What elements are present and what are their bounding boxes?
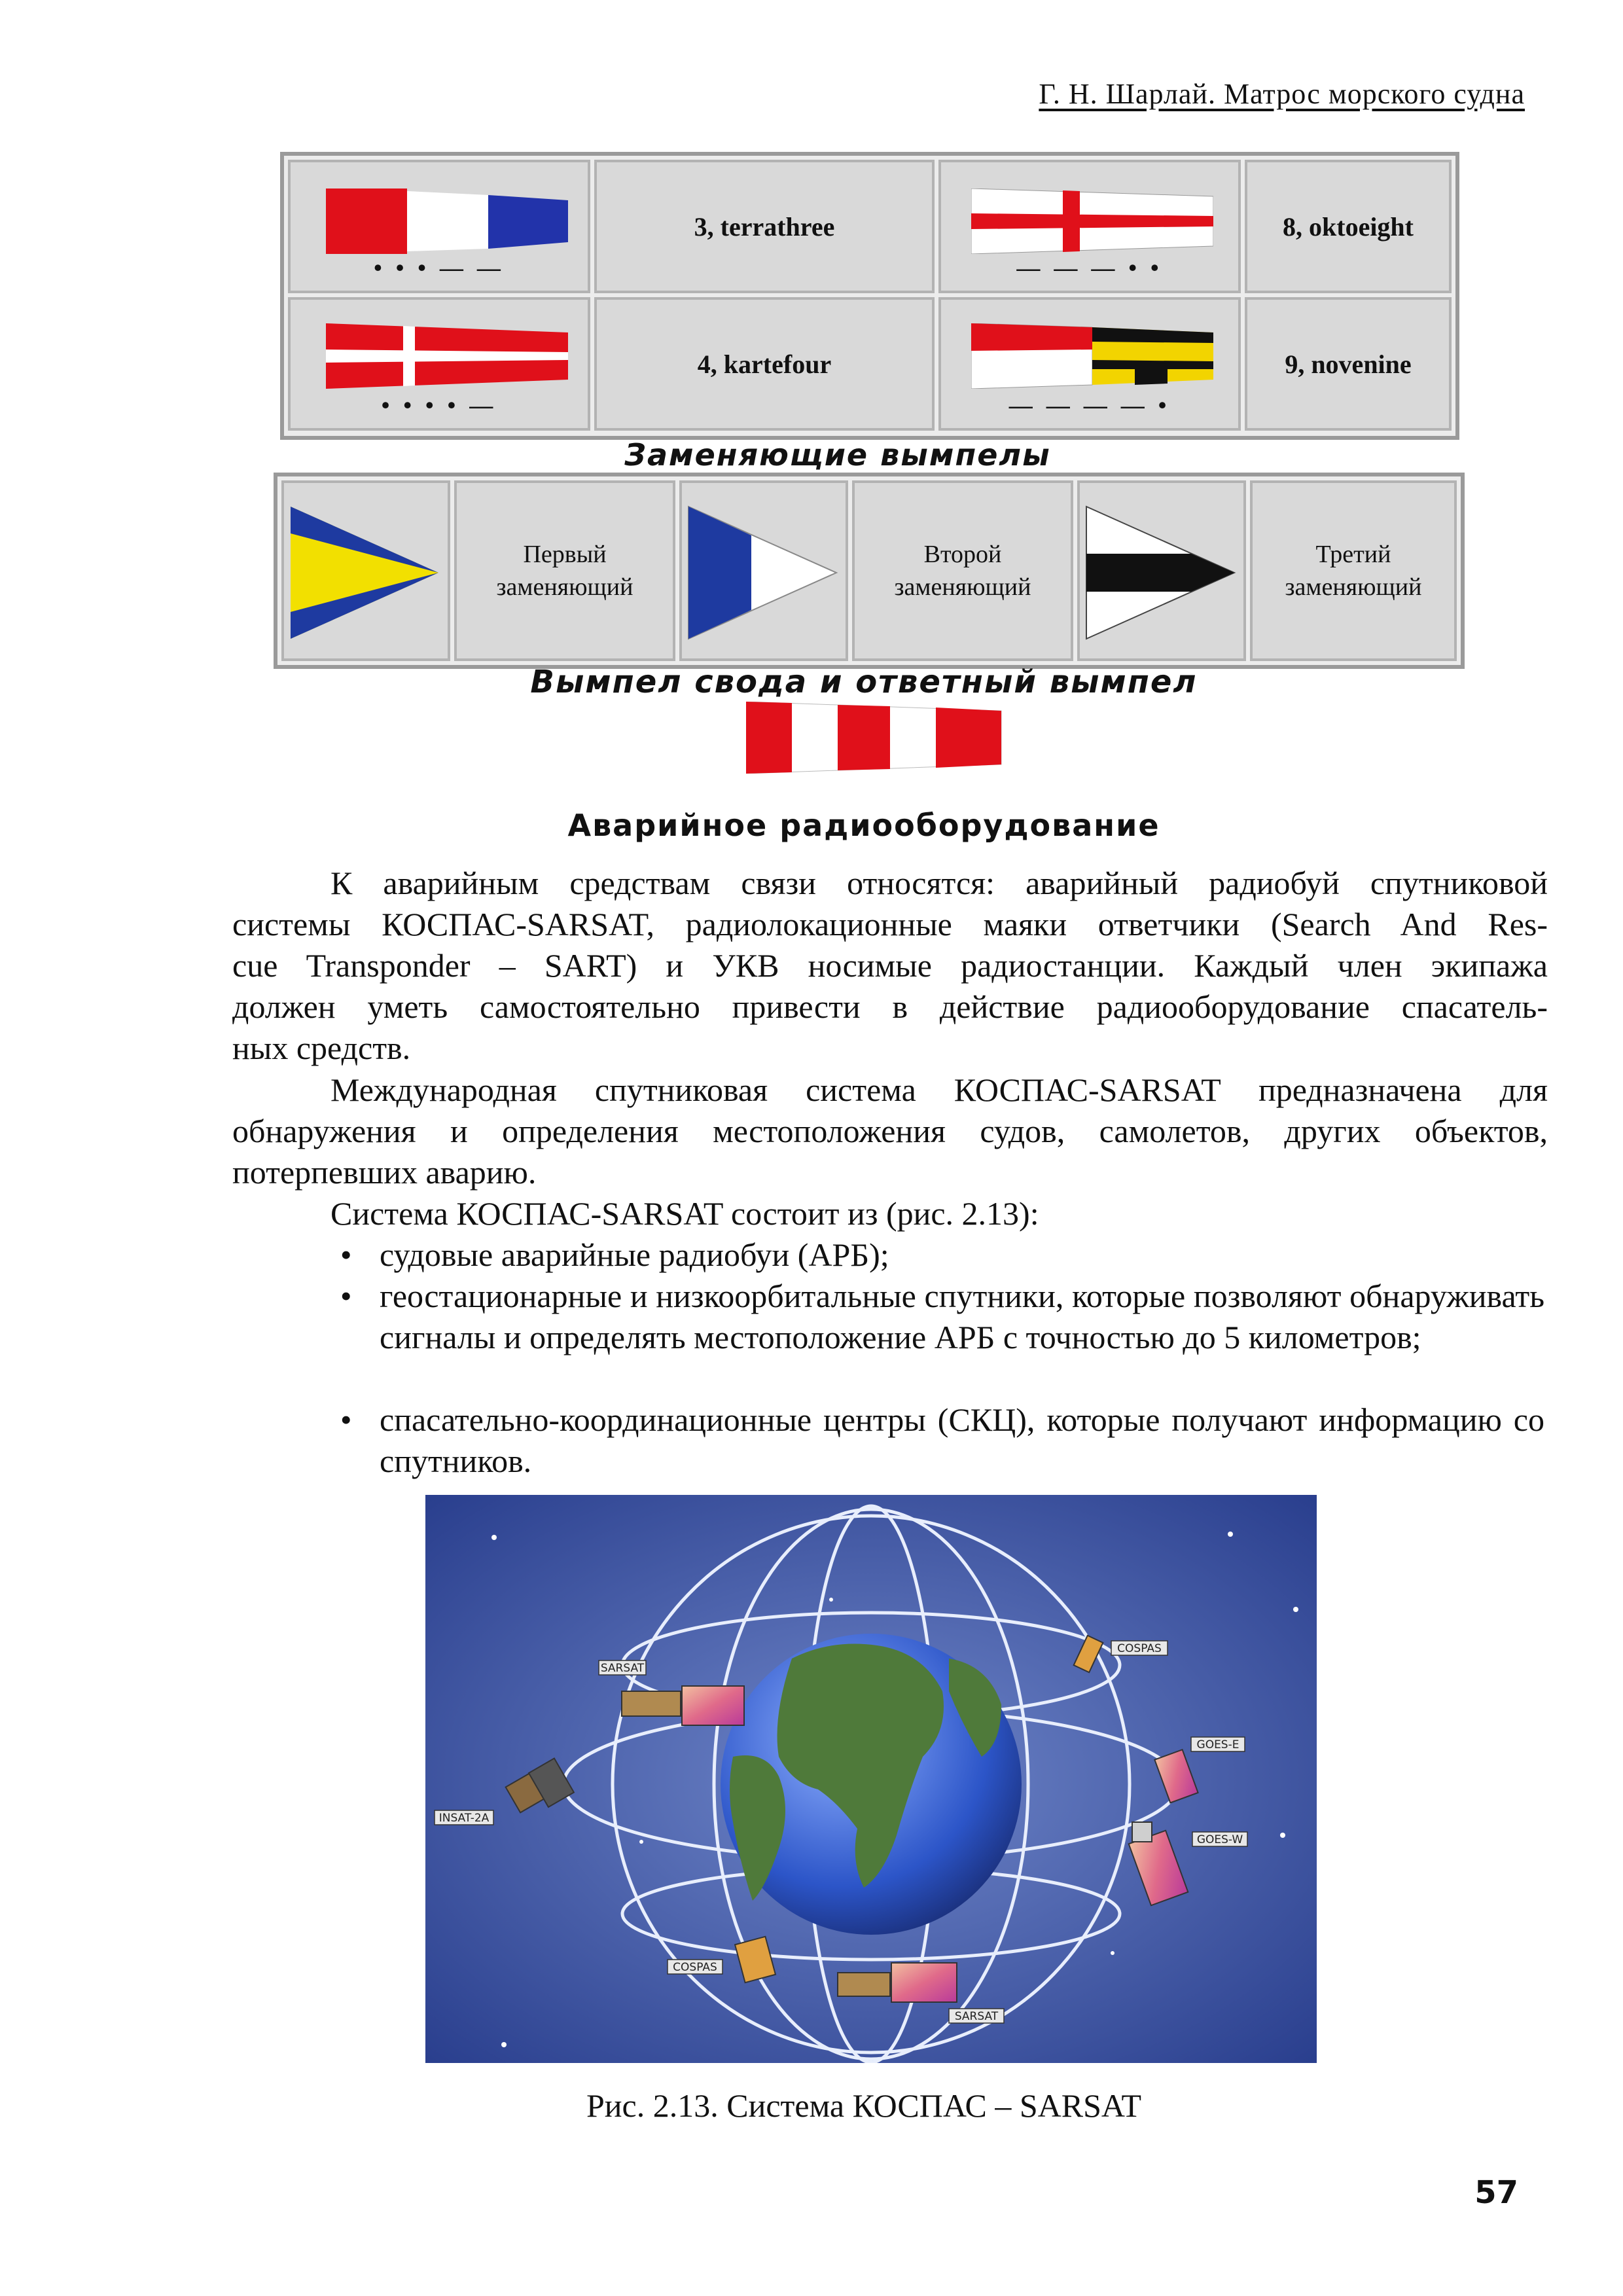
answer-pennant: [746, 702, 1008, 774]
flag-three: [326, 188, 575, 254]
substitute-caption: Заменяющие вымпелы: [624, 437, 1051, 473]
label-sarsat-bottom: SARSAT: [954, 2010, 999, 2023]
flag-cell: [288, 297, 590, 431]
label-cospas-top: COSPAS: [1117, 1642, 1162, 1655]
flag-eight: [971, 188, 1213, 254]
text-line: системы КОСПАС-SARSAT, радиолокационные маяки ответчики (Search And Res-: [232, 906, 1548, 942]
running-head: Г. Н. Шарлай. Матрос морского судна: [1039, 78, 1525, 110]
pennant-name-line2: заменяющий: [894, 573, 1031, 601]
third-substitute-pennant: [1084, 504, 1241, 641]
label-insat: INSAT-2A: [438, 1812, 490, 1825]
text-line: должен уметь самостоятельно привести в действие радиооборудование спасатель-: [232, 988, 1548, 1025]
flag-name: 3, terrathree: [594, 160, 935, 293]
flag-cell: [288, 160, 590, 293]
morse-code: • • • • —: [381, 392, 497, 418]
pennant-name: [454, 480, 675, 661]
list-item: [340, 1276, 1544, 1358]
morse-code: — — — — •: [1008, 392, 1171, 418]
label-goes-w: GOES-W: [1196, 1833, 1243, 1846]
morse-code: — — — • •: [1016, 255, 1163, 281]
pennant-cell: [281, 480, 450, 661]
first-substitute-pennant: [288, 504, 445, 641]
figure-caption: Рис. 2.13. Система КОСПАС – SARSAT: [586, 2087, 1142, 2124]
pennant-cell: [1077, 480, 1246, 661]
list-item: [340, 1399, 1544, 1482]
substitute-table: [274, 473, 1465, 669]
pennant-name-line1: Третий: [1315, 541, 1391, 568]
flag-name: 4, kartefour: [594, 297, 935, 431]
list-item-text: спасательно-координационные центры (СКЦ), которые получают информацию со спутников.: [380, 1401, 1544, 1479]
paragraph-3: [330, 1193, 1548, 1234]
list-item-text: судовые аварийные радиобуи (АРБ);: [380, 1236, 889, 1273]
pennant-name-line2: заменяющий: [1285, 573, 1422, 601]
bullet-icon: •: [340, 1236, 352, 1273]
paragraph-1: [232, 863, 1548, 1069]
text-line: обнаружения и определения местоположения судов, самолетов, других объектов,: [232, 1113, 1548, 1149]
flag-name: 8, oktoeight: [1245, 160, 1452, 293]
pennant-name-line1: Первый: [523, 541, 607, 568]
paragraph-2: [232, 1069, 1548, 1193]
section-heading: Аварийное радиооборудование: [567, 808, 1160, 843]
text-line: К аварийным средствам связи относятся: аварийный радиобуй спутниковой: [330, 865, 1548, 901]
bullet-icon: •: [340, 1401, 352, 1438]
cospas-sarsat-figure: [425, 1495, 1317, 2063]
bullet-icon: •: [340, 1278, 352, 1314]
label-sarsat-top: SARSAT: [600, 1662, 645, 1675]
pennant-name-line1: Второй: [923, 541, 1002, 568]
label-cospas-bottom: COSPAS: [673, 1961, 717, 1974]
signal-flag-table: [280, 152, 1459, 440]
label-goes-e: GOES-E: [1196, 1738, 1240, 1751]
text-line: ных средств.: [232, 1030, 411, 1066]
text-line: потерпевших аварию.: [232, 1154, 537, 1191]
page-number: 57: [1474, 2174, 1518, 2211]
text-line: Система КОСПАС-SARSAT состоит из (рис. 2.13):: [330, 1195, 1039, 1232]
pennant-name: [1250, 480, 1457, 661]
list-item-text: геостационарные и низкоорбитальные спутники, которые позволяют обнаруживать сигналы и определять местоположение АРБ с точностью до 5 километров;: [380, 1278, 1544, 1355]
answer-pennant-caption: Вымпел свода и ответный вымпел: [530, 664, 1198, 700]
pennant-name: [852, 480, 1073, 661]
text-line: cue Transponder – SART) и УКВ носимые радиостанции. Каждый член экипажа: [232, 947, 1548, 984]
flag-four: [326, 323, 575, 389]
flag-name: 9, novenine: [1245, 297, 1452, 431]
pennant-name-line2: заменяющий: [496, 573, 633, 601]
list-item: [340, 1234, 1544, 1276]
flag-nine: [971, 323, 1220, 389]
pennant-cell: [679, 480, 848, 661]
flag-cell: [938, 160, 1241, 293]
text-line: Международная спутниковая система КОСПАС-SARSAT предназначена для: [330, 1071, 1548, 1108]
flag-cell: [938, 297, 1241, 431]
second-substitute-pennant: [686, 504, 843, 641]
morse-code: • • • — —: [374, 255, 505, 281]
